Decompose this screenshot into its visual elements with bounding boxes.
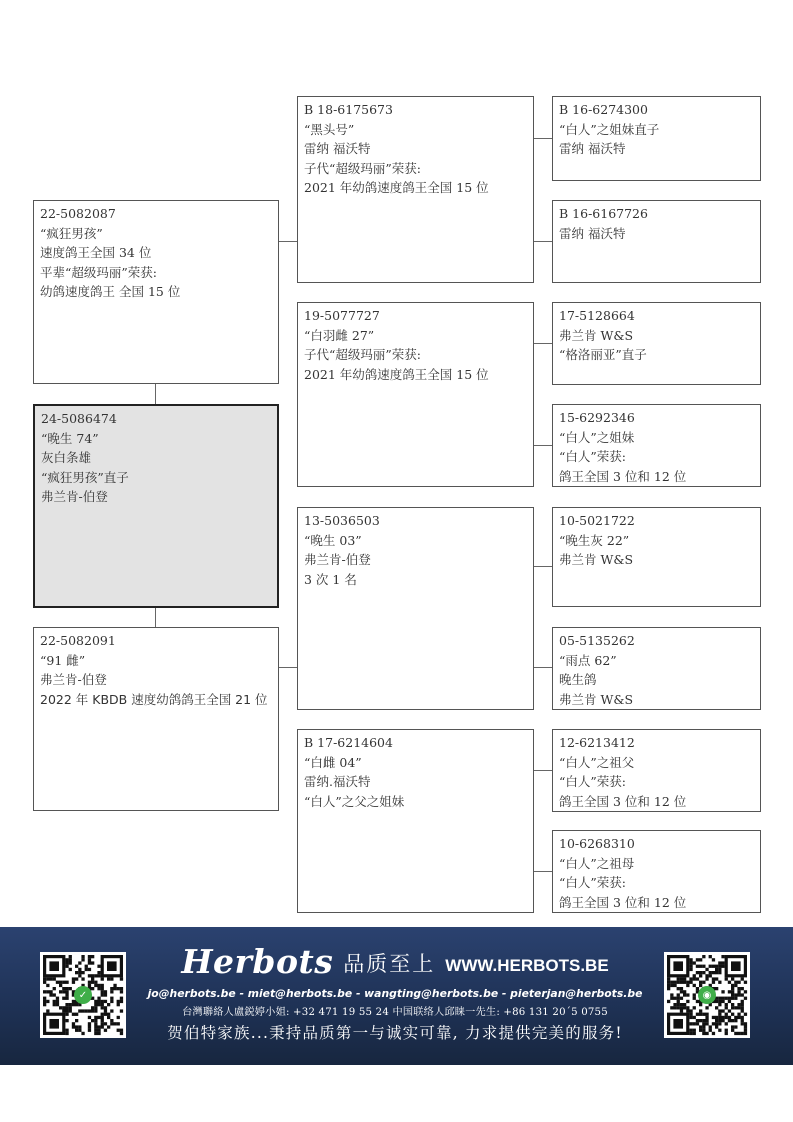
info-line: 2022 年 KBDB 速度幼鸽鸽王全国 21 位 — [40, 691, 268, 707]
info-line: 鸽王全国 3 位和 12 位 — [559, 894, 687, 910]
subject-card — [33, 404, 279, 608]
brand-row — [140, 941, 650, 981]
herbots-logo: Herbots — [181, 942, 334, 981]
qr-code-right[interactable] — [664, 952, 750, 1038]
info-line: 弗兰肯 W&S — [559, 691, 634, 707]
info-line: “白人”之姐妹直子 — [559, 121, 660, 137]
info-line: 鸽王全国 3 位和 12 位 — [559, 793, 687, 809]
footer-banner — [0, 927, 793, 1065]
info-line: 幼鸽速度鸽王 全国 15 位 — [40, 284, 181, 299]
info-line: “白人”荣获: — [559, 449, 626, 464]
info-line: “白人”荣获: — [559, 875, 626, 890]
info-line: “白人”之祖父 — [559, 754, 635, 770]
ring-number: 05-5135262 — [559, 633, 635, 648]
ring-number: 24-5086474 — [41, 411, 117, 426]
ring-number: 12-6213412 — [559, 735, 635, 750]
info-line: 弗兰肯-伯登 — [304, 552, 371, 567]
info-line: 雷纳 福沃特 — [559, 141, 626, 156]
pigeon-name: “91 雌” — [40, 652, 86, 668]
ring-number: 10-6268310 — [559, 836, 635, 851]
info-line: 速度鸽王全国 34 位 — [40, 245, 152, 260]
pigeon-name: “白羽雌 27” — [304, 327, 375, 343]
dd-dam-card — [552, 830, 761, 913]
ring-number: B 17-6214604 — [304, 735, 393, 750]
info-line: 雷纳 福沃特 — [304, 141, 371, 156]
info-line: 弗兰肯 W&S — [559, 327, 634, 343]
connector — [155, 384, 156, 404]
connector — [533, 770, 552, 771]
connector — [533, 871, 552, 872]
slogan: 品质至上 — [343, 952, 436, 976]
info-line: 2021 年幼鸽速度鸽王全国 15 位 — [304, 366, 489, 382]
info-line: 子代“超级玛丽”荣获: — [304, 347, 421, 362]
contact-phones: 台灣聯絡人盧鋭婷小姐: +32 471 19 55 24 中国联络人邱睐一先生: +86 131 20´5 0755 — [182, 1007, 608, 1018]
ring-number: 15-6292346 — [559, 410, 635, 425]
info-line: “白人”之祖母 — [559, 855, 635, 871]
wechat-icon: ◉ — [698, 986, 716, 1004]
ring-number: 13-5036503 — [304, 513, 380, 528]
ring-number: B 16-6274300 — [559, 102, 648, 117]
pigeon-name: “晚生灰 22” — [559, 532, 630, 548]
connector — [278, 241, 297, 242]
info-line: 灰白条雄 — [41, 450, 92, 465]
info-line: 3 次 1 名 — [304, 571, 357, 587]
info-line: 鸽王全国 3 位和 12 位 — [559, 468, 687, 484]
pigeon-name: “疯狂男孩” — [40, 225, 103, 241]
dd-sire-card — [552, 729, 761, 812]
ring-number: 19-5077727 — [304, 308, 380, 323]
info-line: 弗兰肯 W&S — [559, 552, 634, 567]
sd-sire-card — [552, 302, 761, 385]
info-line: 平辈“超级玛丽”荣获: — [40, 264, 157, 280]
info-line: 弗兰肯-伯登 — [40, 672, 107, 687]
family-motto: 贺伯特家族...秉持品质第一与诚实可靠, 力求提供完美的服务! — [167, 1024, 623, 1042]
connector — [533, 667, 552, 668]
sd-dam-card — [552, 404, 761, 487]
connector — [278, 667, 297, 668]
info-line: “白人”荣获: — [559, 774, 626, 789]
info-line: “白人”之父之姐妹 — [304, 793, 405, 809]
pigeon-name: “雨点 62” — [559, 652, 617, 668]
sire-dam-card — [297, 302, 534, 487]
sire-sire-card — [297, 96, 534, 283]
ds-dam-card — [552, 627, 761, 710]
line-icon: ✓ — [74, 986, 92, 1004]
ring-number: 17-5128664 — [559, 308, 635, 323]
info-line: 晚生鸽 — [559, 672, 597, 687]
info-line: 雷纳 福沃特 — [559, 225, 626, 241]
pigeon-name: “晚生 74” — [41, 430, 99, 446]
info-line: 雷纳.福沃特 — [304, 774, 371, 789]
info-line: 弗兰肯-伯登 — [41, 489, 108, 504]
info-line: “白人”之姐妹 — [559, 429, 635, 445]
pigeon-name: “白雌 04” — [304, 754, 362, 770]
ring-number: 10-5021722 — [559, 513, 635, 528]
ring-number: B 16-6167726 — [559, 206, 648, 221]
ring-number: B 18-6175673 — [304, 102, 393, 117]
dam-dam-card — [297, 729, 534, 913]
sire-card — [33, 200, 279, 384]
website-link[interactable]: WWW.HERBOTS.BE — [445, 956, 609, 975]
connector — [533, 241, 552, 242]
pigeon-name: “黑头号” — [304, 121, 355, 137]
ring-number: 22-5082087 — [40, 206, 116, 221]
ss-dam-card — [552, 200, 761, 283]
info-line: 子代“超级玛丽”荣获: — [304, 160, 421, 176]
info-line: “格洛丽亚”直子 — [559, 347, 647, 362]
contact-emails[interactable]: jo@herbots.be - miet@herbots.be - wangting@herbots.be - pieterjan@herbots.be — [147, 987, 643, 1000]
dam-card — [33, 627, 279, 811]
pigeon-name: “晚生 03” — [304, 532, 362, 548]
connector — [533, 138, 552, 139]
connector — [155, 607, 156, 627]
connector — [533, 445, 552, 446]
connector — [533, 343, 552, 344]
info-line: “疯狂男孩”直子 — [41, 469, 129, 485]
info-line: 2021 年幼鸽速度鸽王全国 15 位 — [304, 180, 489, 195]
ss-sire-card — [552, 96, 761, 181]
qr-code-left[interactable] — [40, 952, 126, 1038]
footer-center — [140, 941, 650, 1043]
dam-sire-card — [297, 507, 534, 710]
ds-sire-card — [552, 507, 761, 607]
ring-number: 22-5082091 — [40, 633, 116, 648]
connector — [533, 566, 552, 567]
